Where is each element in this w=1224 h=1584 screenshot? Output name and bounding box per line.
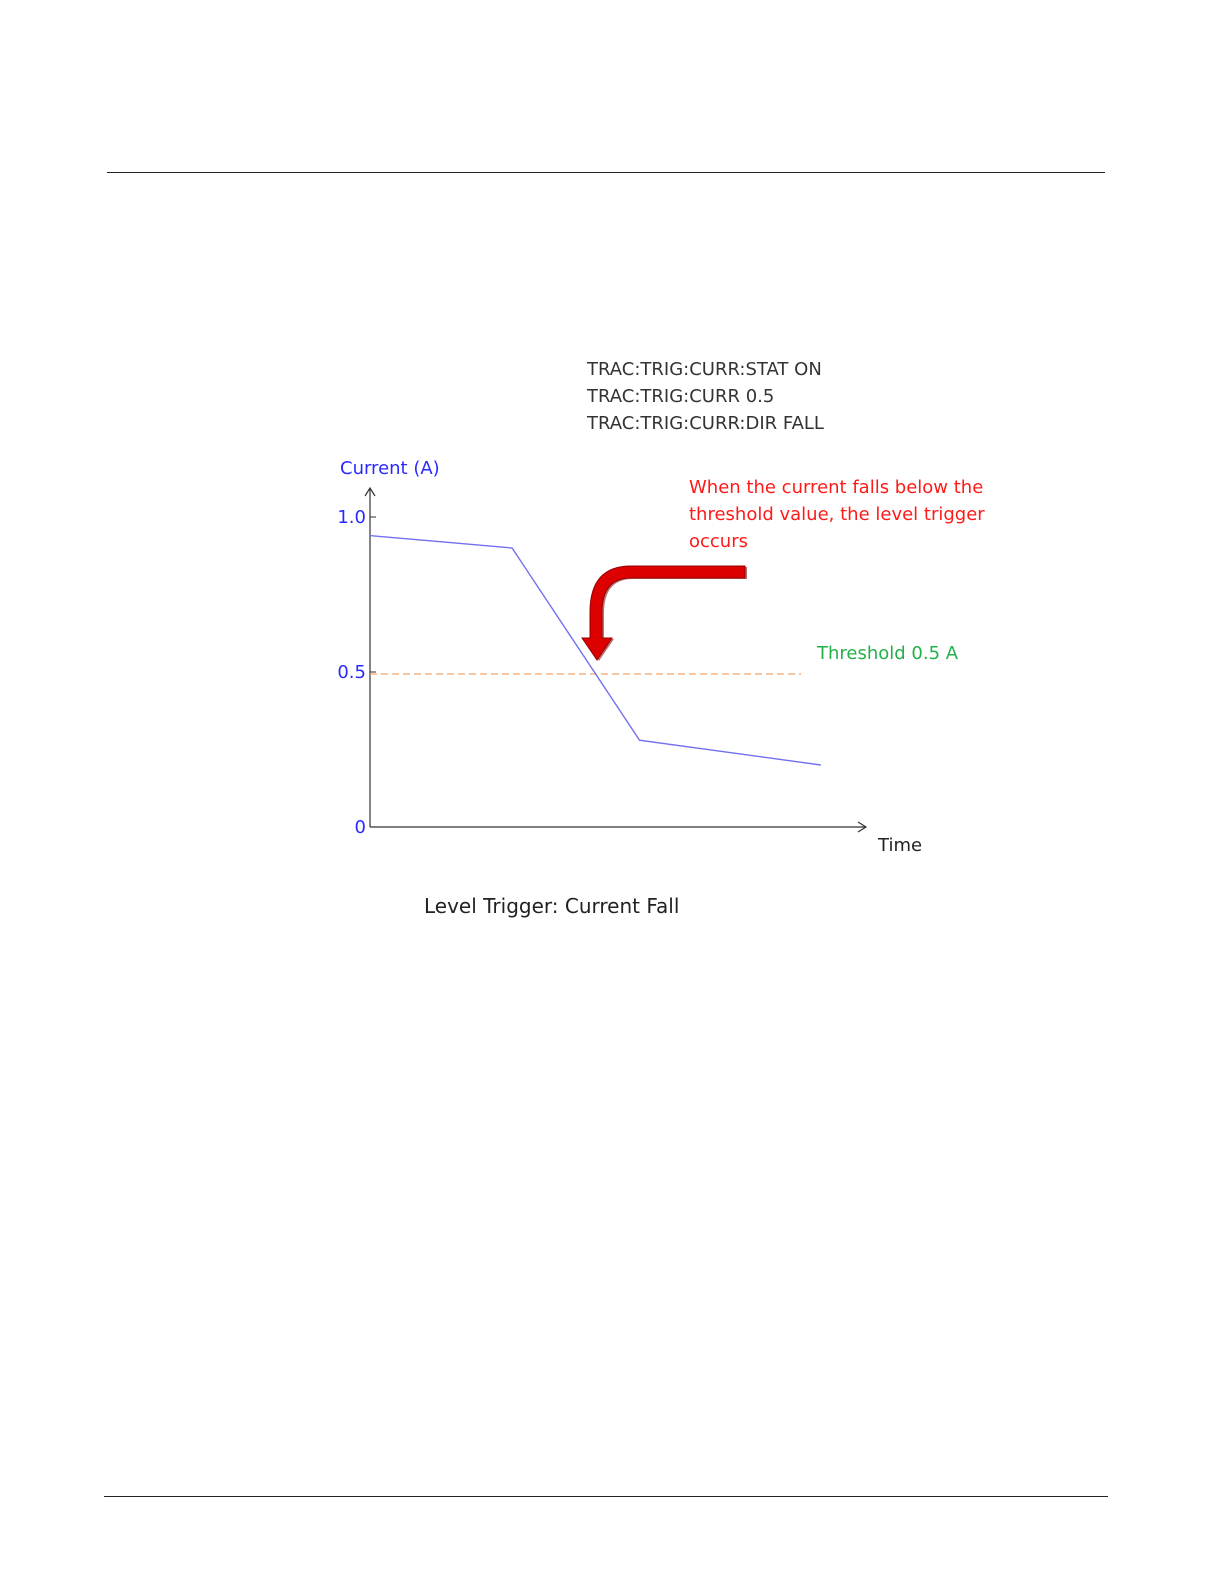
annotation-text: occurs — [689, 531, 748, 552]
command-line: TRAC:TRIG:CURR 0.5 — [587, 386, 775, 407]
footer-rule — [104, 1496, 1108, 1497]
y-tick-label: 1.0 — [337, 507, 366, 528]
command-line: TRAC:TRIG:CURR:STAT ON — [587, 359, 822, 380]
annotation-text: When the current falls below the — [689, 477, 984, 498]
command-line: TRAC:TRIG:CURR:DIR FALL — [587, 413, 824, 434]
y-tick-label: 0 — [354, 817, 366, 838]
annotation-text: threshold value, the level trigger — [689, 504, 985, 525]
figure-caption: Level Trigger: Current Fall — [424, 894, 680, 918]
annotation-arrow — [582, 566, 745, 660]
threshold-label: Threshold 0.5 A — [817, 643, 959, 664]
x-axis-label: Time — [878, 835, 923, 856]
y-tick-label: 0.5 — [337, 662, 366, 683]
y-axis-label: Current (A) — [340, 458, 440, 479]
